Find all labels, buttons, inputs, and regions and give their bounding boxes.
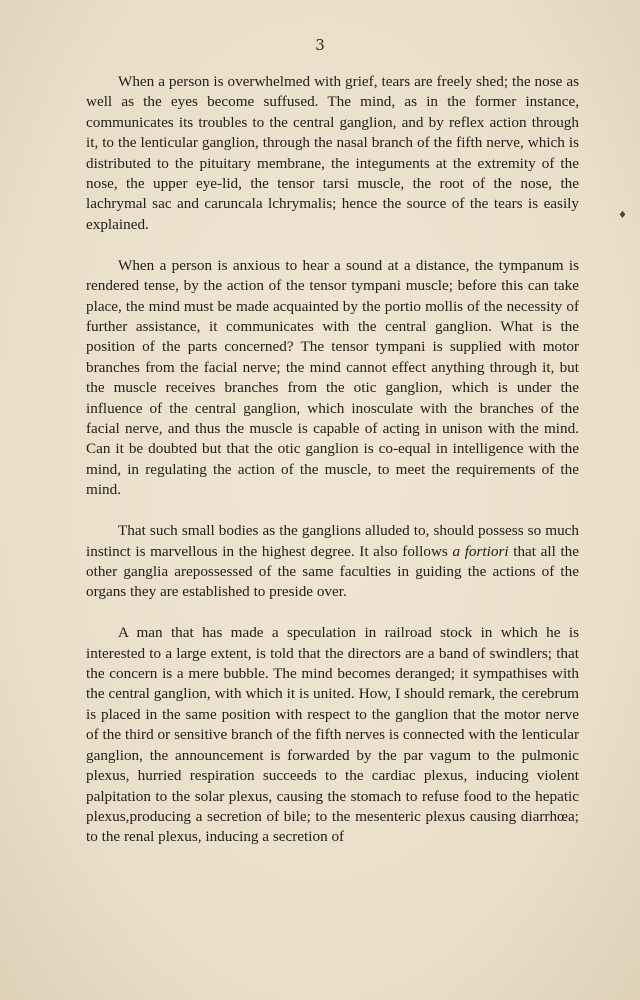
paragraph-hearing: When a person is anxious to hear a sound at a distance, the tympanum is rendered tense, by the action of the tensor tympani muscle; before this can take place, the mind must be made acquainted by the portio mollis of the necessity of further assistance, it communicates with the central ganglion. What is the position of the parts concerned? The tensor tympani is supplied with motor branches from the facial nerve; the mind cannot effect anything through it, but the muscle receives branches from the otic ganglion, which is under the influence of the central ganglion, which inosculate with the branches of the facial nerve, and thus the muscle is capable of acting in unison with the mind. Can it be doubted but that the otic ganglion is co-equal in intelligence with the mind, in regulating the action of the muscle, to meet the requirements of the mind. [86,256,579,499]
body-text [86,72,579,868]
paragraph-ganglia-text-before: That such small bodies as the ganglions alluded to, should possess so much instinct is marvellous in the highest degree. It also follows [86,522,579,560]
italic-phrase: a fortiori [452,542,509,560]
paragraph-grief: When a person is overwhelmed with grief, tears are freely shed; the nose as well as the eyes become suffused. The mind, as in the former instance, communicates its troubles to the central ganglion, and by reflex action through it, to the lenticular ganglion, through the nasal branch of the fifth nerve, which is distributed to the pituitary membrane, the integuments at the extremity of the nose, the upper eye-lid, the tensor tarsi muscle, the root of the nose, the lachrymal sac and caruncala lchrymalis; hence the source of the tears is easily explained. [86,73,579,233]
margin-mark: ♦ [618,210,627,221]
paragraph-ganglia-instinct [86,521,579,603]
paragraph-ganglia-text-after: that all the other ganglia arepossessed of the same faculties in guiding the actions of the organs they are established to preside over. [86,542,580,601]
page-number: 3 [315,36,325,54]
paragraph-railroad: A man that has made a speculation in railroad stock in which he is interested to a large extent, is told that the directors are a band of swindlers; that the concern is a mere bubble. The mind becomes deranged; it sympathises with the central ganglion, with which it is united. How, I should remark, the cerebrum is placed in the same position with respect to the ganglion that the motor nerve of the third or sensitive branch of the fifth nerves is connected with the lenticular ganglion, the announcement is forwarded by the par vagum to the pulmonic plexus, hurried respiration succeeds to the cardiac plexus, inducing violent palpitation to the solar plexus, causing the stomach to refuse food to the hepatic plexus,producing a secretion of bile; to the mesenteric plexus causing diarrhœa; to the renal plexus, inducing a secretion of [86,624,579,846]
